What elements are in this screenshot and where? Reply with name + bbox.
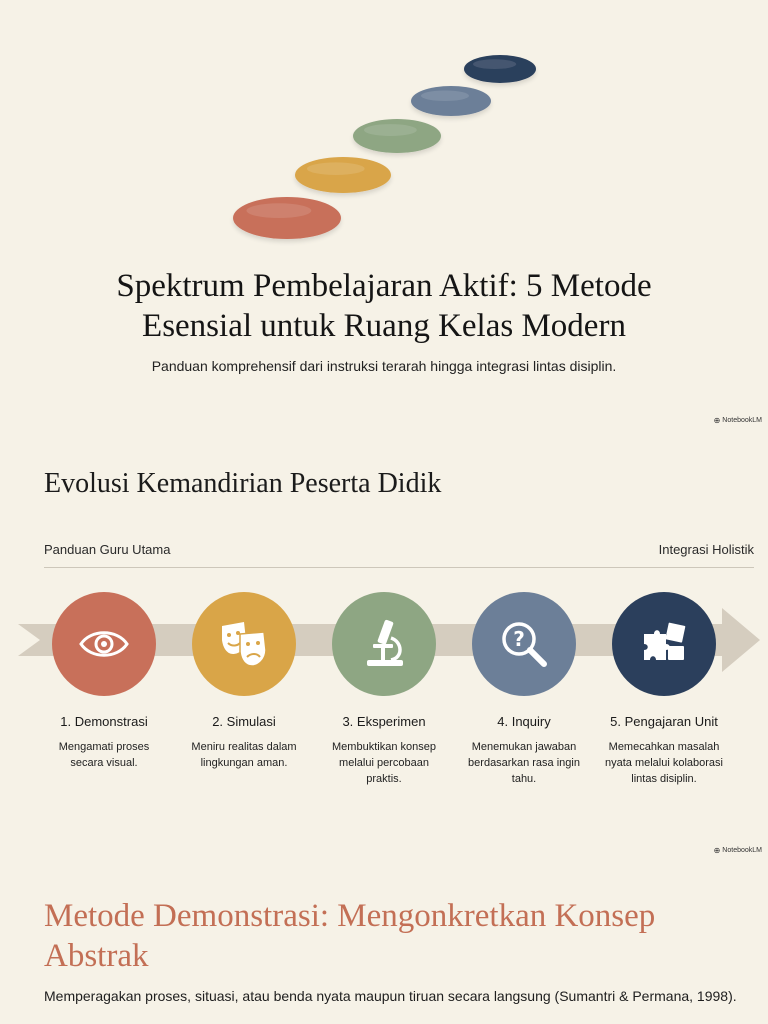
step-circle xyxy=(612,592,716,696)
page-title: Spektrum Pembelajaran Aktif: 5 Metode Esensial untuk Ruang Kelas Modern xyxy=(116,268,652,344)
demonstration-slide xyxy=(0,862,768,1024)
stone-sage xyxy=(353,119,441,153)
stone-navy xyxy=(464,55,536,83)
stone-mustard xyxy=(295,157,391,193)
step-description: Mengamati proses secara visual. xyxy=(58,741,150,769)
stone-highlight xyxy=(364,124,417,136)
section-title: Metode Demonstrasi: Mengonkretkan Konsep Abstrak xyxy=(44,898,656,974)
scale-start-label: Panduan Guru Utama xyxy=(44,542,171,557)
section-title: Evolusi Kemandirian Peserta Didik xyxy=(44,468,442,499)
notebooklm-watermark: ⊕ NotebookLM xyxy=(713,416,762,425)
section-description: Memperagakan proses, situasi, atau benda nyata maupun tiruan secara langsung (Sumantri & Permana, 1998). xyxy=(44,988,737,1004)
notebooklm-logo-icon: ⊕ xyxy=(713,416,721,425)
step-description: Memecahkan masalah nyata melalui kolaborasi lintas disiplin. xyxy=(604,741,723,785)
step-description: Menemukan jawaban berdasarkan rasa ingin tahu. xyxy=(468,741,580,785)
svg-text:?: ? xyxy=(513,627,525,651)
page-subtitle: Panduan komprehensif dari instruksi terarah hingga integrasi lintas disiplin. xyxy=(151,358,617,374)
step-simulasi xyxy=(174,592,314,771)
step-title: 5. Pengajaran Unit xyxy=(610,714,718,729)
stone-highlight xyxy=(247,203,312,218)
step-circle xyxy=(192,592,296,696)
notebooklm-watermark: ⊕ NotebookLM xyxy=(713,846,762,855)
stepping-stones-illustration xyxy=(0,0,768,260)
stone-highlight xyxy=(473,59,516,69)
eye-icon xyxy=(77,617,131,671)
step-circle xyxy=(332,592,436,696)
title-slide xyxy=(0,0,768,430)
notebooklm-logo-icon: ⊕ xyxy=(713,846,721,855)
step-eksperimen xyxy=(314,592,454,787)
stone-slate xyxy=(411,86,491,116)
stone-highlight xyxy=(421,91,469,102)
step-circle xyxy=(52,592,156,696)
magnifier-question-icon xyxy=(496,616,552,672)
puzzle-icon xyxy=(636,616,692,672)
step-description: Meniru realitas dalam lingkungan aman. xyxy=(191,741,297,769)
step-inquiry xyxy=(454,592,594,787)
step-title: 2. Simulasi xyxy=(212,714,276,729)
theater-masks-icon xyxy=(216,616,272,672)
step-description: Membuktikan konsep melalui percobaan praktis. xyxy=(332,741,436,785)
microscope-icon xyxy=(357,616,411,672)
step-circle xyxy=(472,592,576,696)
evolution-slide xyxy=(0,430,768,862)
step-title: 1. Demonstrasi xyxy=(60,714,148,729)
step-demonstrasi xyxy=(34,592,174,771)
step-pengajaran-unit xyxy=(594,592,734,787)
method-steps xyxy=(0,430,768,862)
stone-terracotta xyxy=(233,197,341,239)
scale-end-label: Integrasi Holistik xyxy=(658,542,754,557)
step-title: 3. Eksperimen xyxy=(342,714,426,729)
stone-highlight xyxy=(307,162,365,175)
step-title: 4. Inquiry xyxy=(497,714,551,729)
